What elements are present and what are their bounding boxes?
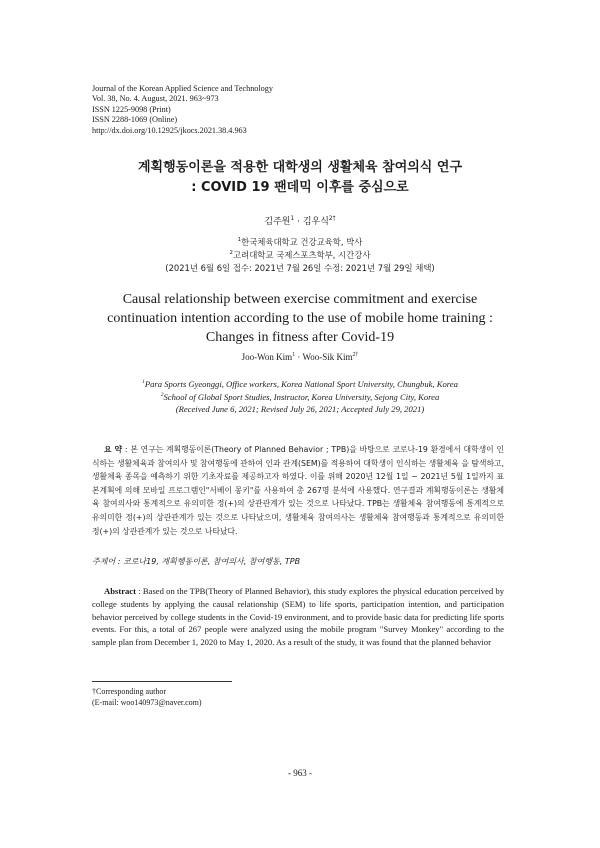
- english-affiliations: [40, 378, 560, 416]
- korean-affiliation-2: [40, 249, 560, 262]
- korean-title-line1: 계획행동이론을 적용한 대학생의 생활체육 참여의식 연구: [137, 160, 463, 175]
- footnote-email: (E-mail: woo140973@naver.com): [92, 698, 202, 707]
- journal-name: Journal of the Korean Applied Science and Technology: [92, 84, 273, 93]
- english-affil1-text: Para Sports Gyeonggi, Office workers, Korea National Sport University, Chungbuk, Korea: [144, 379, 458, 389]
- korean-affil1-text: 한국체육대학교 건강교육학, 박사: [241, 237, 363, 247]
- issn-print: ISSN 1225-9098 (Print): [92, 104, 171, 114]
- korean-author-separator: ·: [294, 217, 303, 227]
- korean-abstract: [92, 443, 504, 538]
- korean-affiliations: [40, 236, 560, 275]
- english-affiliation-2: [40, 391, 560, 404]
- korean-author2: 김우식: [302, 217, 329, 227]
- korean-dates: (2021년 6월 6일 접수: 2021년 7월 26일 수정: 2021년 7월 29일 채택): [165, 263, 435, 273]
- english-title: [40, 290, 560, 347]
- issn-online: ISSN 2288-1069 (Online): [92, 115, 178, 125]
- english-author-separator: ·: [295, 352, 303, 362]
- korean-affil2-sup: 2: [229, 250, 234, 257]
- doi-link[interactable]: http://dx.doi.org/10.12925/jkocs.2021.38.4.963: [92, 125, 247, 135]
- korean-authors: [40, 214, 560, 227]
- english-authors: [40, 352, 560, 362]
- korean-affil1-sup: 1: [237, 237, 242, 244]
- english-author2-sup: 2†: [352, 352, 359, 358]
- english-author1-sup: 1: [292, 352, 296, 358]
- footnote-divider: [92, 681, 232, 682]
- korean-keywords: 주제어 : 코로나19, 계획행동이론, 참여의사, 참여행동, TPB: [92, 557, 301, 566]
- english-author1: Joo-Won Kim: [241, 352, 293, 362]
- footnote-mark: †: [92, 687, 96, 696]
- english-affiliation-1: [40, 378, 560, 391]
- korean-author2-sup: 2†: [328, 216, 336, 222]
- english-title-line2: continuation intention according to the use of mobile home training :: [107, 311, 493, 326]
- korean-title-line2: : COVID 19 팬데믹 이후를 중심으로: [191, 180, 409, 195]
- korean-author1: 김주원: [264, 217, 291, 227]
- korean-author1-sup: 1: [290, 216, 295, 222]
- journal-volume: Vol. 38, No. 4. August, 2021. 963~973: [92, 94, 219, 104]
- korean-affil2-text: 고려대학교 국제스포츠학부, 시간강사: [233, 250, 371, 260]
- korean-title: [40, 158, 560, 198]
- footnote-line1: [92, 686, 202, 697]
- english-affil2-sup: 2: [160, 391, 164, 398]
- english-abstract: [92, 585, 504, 649]
- footnote-corresponding: Corresponding author: [96, 687, 166, 696]
- footnote: [92, 686, 202, 708]
- english-affil2-text: School of Global Sport Studies, Instructor, Korea University, Sejong City, Korea: [163, 391, 440, 402]
- english-dates: (Received June 6, 2021; Revised July 26, 2021; Accepted July 29, 2021): [175, 404, 425, 414]
- korean-abstract-label: 요 약: [104, 445, 123, 454]
- korean-abstract-text: : 본 연구는 계획행동이론(Theory of Planned Behavior ; TPB)을 바탕으로 코로나-19 환경에서 대학생이 인식하는 생활체육과 참여의사 및 참여행동에 관하여 인과 관계(SEM)를 적용하여 대학생이 인식하는 생활체육 을 탐색하고, 생활체육 종목을 예측하기 위한 기초자료를 제공하고자 하였다. 이를 위해 2020년 12월 1일 ~ 2021년 5월 1일까지 표본계획에 의해 모바일 프로그램인"서베이 몽키"를 사용하여 총 267명 분석에 사용했다. 연구결과 계획행동이론는 생활체육 참여의사와 통계적으로 유의미한 정(+)의 상관관계가 있는 것으로 나타났다. TPB는 생활체육 참여행동에 통계적으로 유의미한 정(+)의 상관관계가 있는 것으로 나타났으며, 생활체육 참여의사는 생활체육 참여행동과 통계적으로 유의미한 정(+)의 상관관계가 있는 것으로 나타났다.: [92, 445, 504, 536]
- english-title-line3: Changes in fitness after Covid-19: [205, 330, 395, 345]
- english-abstract-label: Abstract: [104, 586, 136, 596]
- english-author2: Woo-Sik Kim: [302, 352, 353, 362]
- english-abstract-text: : Based on the TPB(Theory of Planned Behavior), this study explores the physical education perceived by college students by applying the causal relationship (SEM) to life sports, participation intention, and participation behavior perceived by college students in the Covid-19 environment, and to provide basic data for predicting life sports events. For this, a total of 267 people were analyzed using the mobile program "Survey Monkey" according to the sample plan from December 1, 2020 to May 1, 2020. As a result of the study, it was found that the planned behavior: [92, 586, 504, 648]
- english-affil1-sup: 1: [142, 379, 145, 386]
- korean-affiliation-1: [40, 236, 560, 249]
- english-title-line1: Causal relationship between exercise commitment and exercise: [122, 292, 478, 307]
- page-number: - 963 -: [288, 768, 312, 778]
- journal-info: [92, 84, 273, 136]
